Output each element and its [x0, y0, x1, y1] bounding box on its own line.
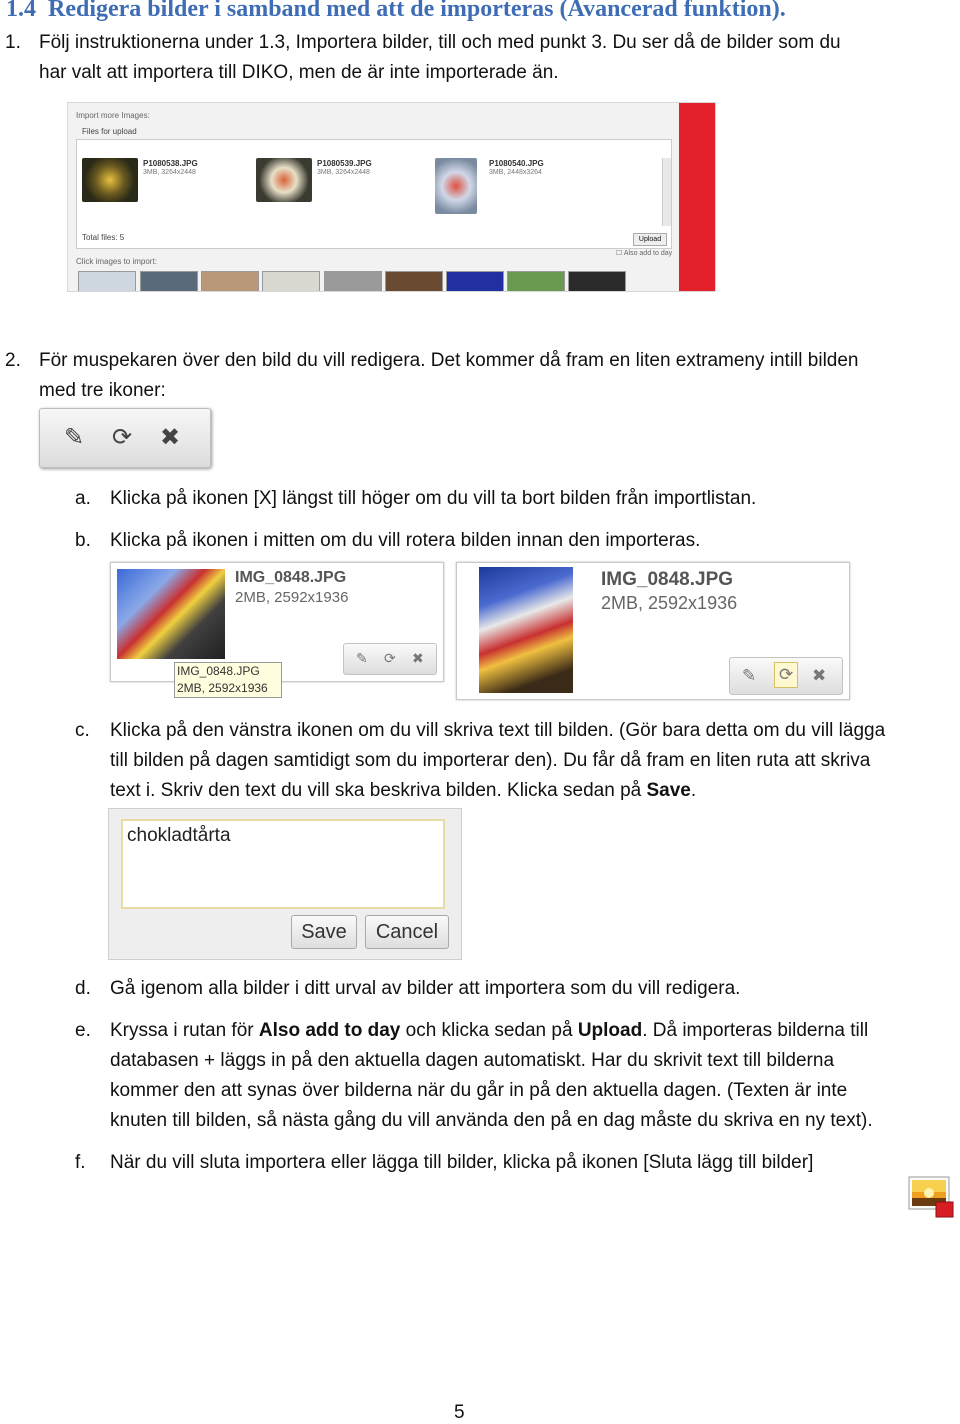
image-name-rotated: IMG_0848.JPG: [601, 569, 734, 590]
sub-e-marker: e.: [75, 1020, 91, 1041]
section-number: 1.4: [6, 0, 36, 22]
image-name: IMG_0848.JPG: [235, 569, 347, 586]
step-1-line-2: har valt att importera till DIKO, men de är inte importerade än.: [39, 62, 559, 83]
sub-a-text: Klicka på ikonen [X] längst till höger om du vill ta bort bilden från importlistan.: [110, 488, 757, 509]
sub-b-text: Klicka på ikonen i mitten om du vill rotera bilden innan den importeras.: [110, 530, 701, 551]
file-name-2: P1080539.JPG: [317, 159, 372, 168]
file-meta-3: 3MB, 2448x3264: [489, 169, 542, 176]
sub-a-marker: a.: [75, 488, 91, 509]
image-hover-menu: [39, 408, 211, 468]
file-name-3: P1080540.JPG: [489, 159, 544, 168]
save-emphasis: Save: [646, 780, 691, 801]
rotate-icon[interactable]: ⟳: [384, 650, 396, 666]
step-2-line-2: med tre ikoner:: [39, 380, 166, 401]
also-add-checkbox-row[interactable]: ☐ Also add to day: [616, 250, 673, 257]
also-add-label: Also add to day: [623, 250, 673, 257]
files-label: Files for upload: [82, 127, 137, 136]
upload-emphasis: Upload: [577, 1020, 643, 1041]
sub-c-line-2: till bilden på dagen samtidigt som du importerar den). Du får då fram en liten ruta att skriva: [110, 750, 871, 771]
sub-c-line-3-text: text i. Skriv den text du vill ska beskriva bilden. Klicka sedan på: [110, 780, 647, 801]
image-thumbnail-rotated[interactable]: [479, 567, 573, 693]
total-files: Total files: 5: [82, 233, 125, 242]
sub-e-line-1-b: och klicka sedan på: [400, 1020, 578, 1041]
sub-e-line-4: knuten till bilden, så nästa gång du vill använda den på en dag måste du skriva en ny text).: [110, 1110, 873, 1131]
stop-adding-images-icon[interactable]: [908, 1176, 954, 1218]
strip-thumb-9[interactable]: [568, 271, 626, 292]
strip-thumb-3[interactable]: [201, 271, 259, 292]
sub-c-marker: c.: [75, 720, 90, 741]
cancel-button[interactable]: Cancel: [365, 915, 449, 949]
sub-d-text: Gå igenom alla bilder i ditt urval av bilder att importera som du vill redigera.: [110, 978, 741, 999]
delete-icon[interactable]: ✖: [812, 666, 827, 685]
page-number: 5: [454, 1402, 465, 1423]
import-dialog-screenshot: [67, 102, 716, 292]
file-name-1: P1080538.JPG: [143, 159, 198, 168]
strip-thumb-4[interactable]: [262, 271, 320, 292]
text-editor-box: [108, 808, 462, 960]
rotate-icon[interactable]: ⟳: [774, 662, 798, 688]
section-heading: [6, 0, 786, 23]
upload-button[interactable]: Upload: [633, 233, 667, 246]
step-1-marker: 1.: [5, 32, 21, 53]
file-meta-1: 3MB, 3264x2448: [143, 169, 196, 176]
tooltip-name: IMG_0848.JPG: [177, 664, 260, 678]
save-button[interactable]: Save: [291, 915, 357, 949]
strip-thumb-2[interactable]: [140, 271, 198, 292]
caption-textarea[interactable]: chokladtårta: [121, 819, 445, 909]
image-card-rotated: [456, 562, 850, 700]
edit-icon[interactable]: ✎: [742, 666, 757, 685]
sub-e-line-3: kommer den att synas över bilderna när du går in på den aktuella dagen. (Texten är inte: [110, 1080, 848, 1101]
sub-e-line-1: [110, 1016, 868, 1046]
sub-b-marker: b.: [75, 530, 91, 551]
file-thumbnail-1[interactable]: [82, 158, 138, 202]
file-meta-2: 3MB, 3264x2448: [317, 169, 370, 176]
image-card-menu-rotated: [729, 657, 843, 695]
sub-e-line-2: databasen + läggs in på den aktuella dagen automatiskt. Har du skrivit text till bilderna: [110, 1050, 835, 1071]
image-tooltip: [174, 662, 282, 698]
section-title: Redigera bilder i samband med att de importeras (Avancerad funktion).: [48, 0, 786, 22]
strip-thumb-5[interactable]: [324, 271, 382, 292]
rotate-icon[interactable]: ⟳: [112, 424, 133, 451]
also-add-emphasis: Also add to day: [258, 1020, 401, 1041]
strip-thumb-6[interactable]: [385, 271, 443, 292]
strip-thumb-1[interactable]: [78, 271, 136, 292]
import-title: Import more Images:: [76, 111, 150, 120]
image-meta: 2MB, 2592x1936: [235, 589, 349, 606]
step-2-line-1: För muspekaren över den bild du vill redigera. Det kommer då fram en liten extrameny intill bilden: [39, 350, 859, 371]
file-thumbnail-3[interactable]: [435, 158, 477, 214]
edit-icon[interactable]: ✎: [64, 424, 85, 451]
delete-icon[interactable]: ✖: [412, 650, 424, 666]
edit-icon[interactable]: ✎: [356, 650, 368, 666]
sub-c-line-3: [110, 776, 696, 806]
red-side-bar: [679, 103, 715, 291]
click-images-label: Click images to import:: [76, 257, 157, 266]
sub-d-marker: d.: [75, 978, 91, 999]
step-1-line-1: Följ instruktionerna under 1.3, Importera bilder, till och med punkt 3. Du ser då de bilder som du: [39, 32, 841, 53]
tooltip-meta: 2MB, 2592x1936: [177, 681, 268, 695]
image-card-menu: [343, 643, 437, 675]
image-thumbnail[interactable]: [117, 569, 225, 659]
files-panel: [76, 139, 672, 249]
strip-thumb-8[interactable]: [507, 271, 565, 292]
sub-e-line-1-c: . Då importeras bilderna till: [642, 1020, 869, 1041]
sub-f-marker: f.: [75, 1152, 86, 1173]
file-thumbnail-2[interactable]: [256, 158, 312, 202]
files-scrollbar[interactable]: [662, 158, 671, 226]
sub-c-line-1: Klicka på den vänstra ikonen om du vill skriva text till bilden. (Gör bara detta om du vill lägga: [110, 720, 886, 741]
sub-e-line-1-a: Kryssa i rutan för: [110, 1020, 259, 1041]
strip-thumb-7[interactable]: [446, 271, 504, 292]
sub-c-line-3-end: .: [690, 780, 697, 801]
image-meta-rotated: 2MB, 2592x1936: [601, 593, 738, 613]
step-2-marker: 2.: [5, 350, 21, 371]
sub-f-text: När du vill sluta importera eller lägga till bilder, klicka på ikonen [Sluta lägg till bilder]: [110, 1152, 814, 1173]
delete-icon[interactable]: ✖: [160, 424, 181, 451]
